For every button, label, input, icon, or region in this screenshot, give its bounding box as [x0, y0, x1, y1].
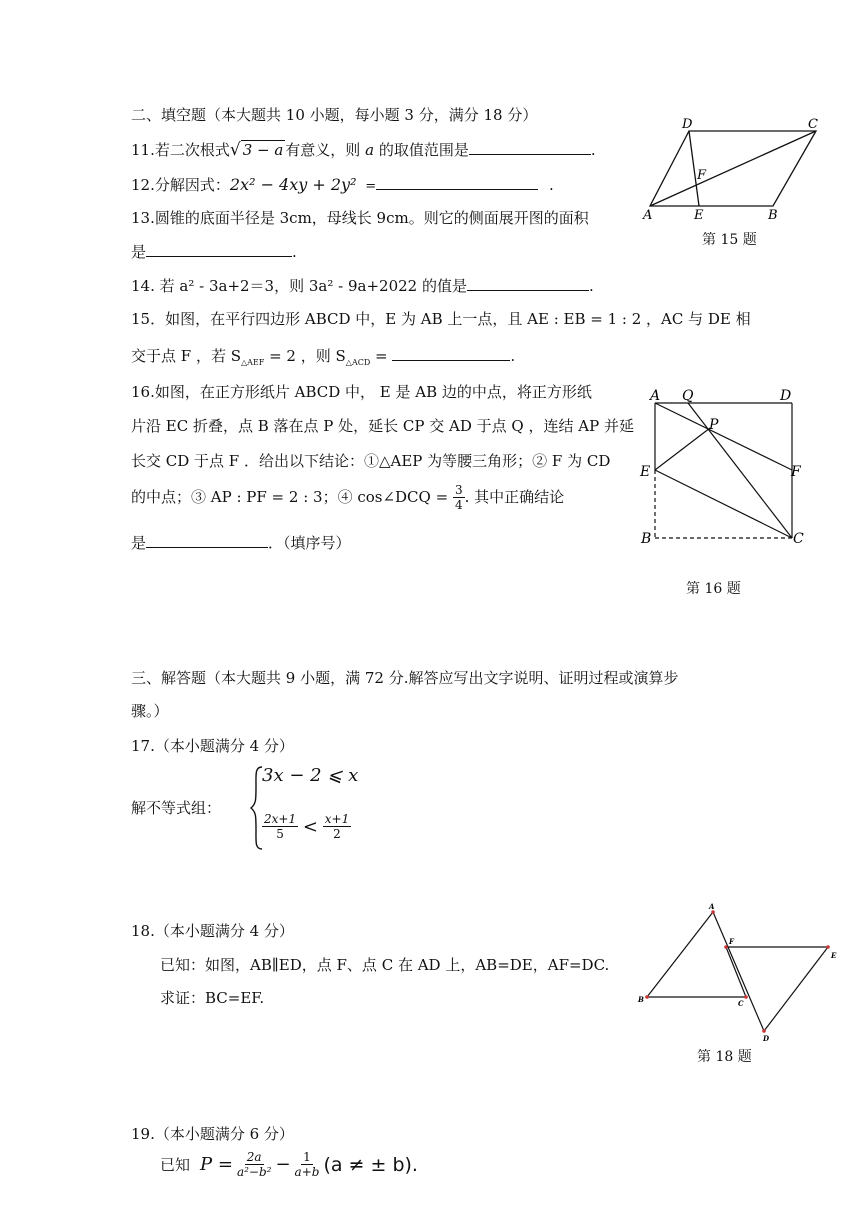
fig15-label-a: A — [643, 208, 653, 221]
q19-minus: − — [275, 1154, 291, 1176]
section-3-heading-line2: 骤。） — [131, 702, 169, 720]
fig18-label-c: C — [738, 999, 744, 1008]
q12-equals: = — [365, 179, 377, 194]
fig15-label-d: D — [682, 117, 693, 132]
question-19-title: 19.（本小题满分 6 分） — [131, 1125, 294, 1143]
question-15-line1: 15．如图，在平行四边形 ABCD 中，E 为 AB 上一点，且 AE : EB = 1 : 2 ，AC 与 DE 相 — [131, 310, 751, 328]
q15-subscript-acd: △ACD — [345, 358, 371, 367]
q15-middle: = 2 ，则 S — [264, 347, 346, 365]
q11-end: . — [590, 141, 596, 159]
question-18-title: 18.（本小题满分 4 分） — [131, 922, 294, 940]
q13-prefix: 是 — [131, 243, 147, 261]
fig16-label-e: E — [640, 464, 651, 480]
fig15-label-b: B — [768, 208, 778, 221]
q19-fraction-1 — [237, 1150, 272, 1180]
q15-prefix: 交于点 F ，若 S — [131, 347, 241, 365]
inequality-1: 3x − 2 ⩽ x — [262, 765, 359, 786]
inequality-2-left-fraction — [262, 812, 298, 842]
q13-end: . — [292, 243, 297, 261]
figure-16-caption: 第 16 题 — [686, 581, 741, 597]
q19-fraction-2 — [295, 1150, 320, 1180]
q16-suffix: ．（填序号） — [268, 534, 351, 552]
q16-line4-prefix: 的中点；③ AP : PF = 2 : 3；④ cos∠DCQ = — [131, 487, 449, 506]
left-denominator: 5 — [276, 827, 284, 842]
q11-radicand: 3 − a — [242, 141, 284, 159]
question-19-expression — [160, 1150, 418, 1180]
right-denominator: 2 — [333, 827, 341, 842]
q12-prefix: 12.分解因式： — [131, 176, 230, 194]
question-16-line2: 片沿 EC 折叠，点 B 落在点 P 处，延长 CP 交 AD 于点 Q ，连结 AP 并延 — [131, 417, 634, 435]
figure-18-triangles — [632, 900, 842, 1045]
question-14 — [131, 274, 594, 296]
q16-prefix: 是 — [131, 534, 147, 552]
fig16-label-c: C — [793, 531, 804, 547]
figure-15-parallelogram — [640, 116, 830, 221]
answer-blank-13[interactable] — [146, 240, 292, 257]
fig16-label-a: A — [650, 388, 661, 404]
question-16-line5 — [131, 531, 351, 553]
question-16-line4 — [131, 483, 564, 513]
q11-prefix: 11.若二次根式 — [131, 141, 230, 159]
inequality-2 — [262, 812, 351, 842]
q14-end: . — [588, 277, 594, 295]
question-18-given: 已知：如图，AB∥ED，点 F、点 C 在 AD 上，AB=DE，AF=DC. — [160, 956, 610, 974]
answer-blank-16[interactable] — [146, 531, 268, 548]
question-15-line2 — [131, 344, 515, 367]
q15-end: . — [510, 347, 516, 365]
q19-condition: (a ≠ ± b). — [323, 1153, 418, 1176]
q12-end: . — [548, 176, 554, 194]
fig18-label-e: E — [831, 951, 837, 960]
q11-suffix: 的取值范围是 — [378, 141, 469, 159]
answer-blank-12[interactable] — [376, 173, 538, 190]
q19-f1-denominator: a²−b² — [236, 1165, 272, 1180]
fig18-label-b: B — [638, 995, 644, 1004]
q15-subscript-aef: △AEF — [241, 358, 265, 367]
q16-line4-suffix: . 其中正确结论 — [464, 487, 565, 506]
question-17-title: 17.（本小题满分 4 分） — [131, 737, 294, 755]
fig16-label-d: D — [780, 388, 792, 404]
question-16-line3: 长交 CD 于点 F ．给出以下结论：①△AEP 为等腰三角形；② F 为 CD — [131, 452, 611, 470]
fig18-label-a: A — [709, 902, 715, 911]
left-numerator: 2x+1 — [264, 812, 297, 826]
question-11 — [131, 138, 596, 160]
q11-middle: 有意义，则 — [285, 141, 361, 159]
fig15-label-f: F — [697, 168, 707, 183]
q19-prefix: 已知 — [160, 1156, 191, 1175]
q12-expression: 2x² − 4xy + 2y² — [229, 175, 357, 194]
figure-18-caption: 第 18 题 — [697, 1049, 752, 1065]
sqrt-sign: √ — [229, 140, 241, 160]
fig15-label-e: E — [694, 208, 704, 221]
fig18-label-d: D — [763, 1034, 770, 1043]
question-12 — [131, 173, 554, 195]
inequality-2-operator: < — [302, 816, 318, 838]
q14-text: 14. 若 a² - 3a+2＝3，则 3a² - 9a+2022 的值是 — [131, 277, 467, 295]
inequality-2-right-fraction — [323, 812, 351, 842]
q11-variable: a — [365, 141, 375, 159]
question-13-line2 — [131, 240, 297, 262]
fig16-label-q: Q — [682, 388, 694, 404]
figure-15-caption: 第 15 题 — [702, 232, 757, 248]
q19-f1-numerator: 2a — [246, 1150, 262, 1164]
question-16-line1: 16.如图，在正方形纸片 ABCD 中， E 是 AB 边的中点，将正方形纸 — [131, 383, 592, 401]
fig16-label-f: F — [791, 464, 801, 480]
answer-blank-11[interactable] — [469, 138, 591, 155]
section-2-heading: 二、填空题（本大题共 10 小题，每小题 3 分，满分 18 分） — [131, 106, 538, 124]
q19-f2-denominator: a+b — [294, 1165, 320, 1180]
fig15-label-c: C — [808, 117, 818, 132]
fraction-denominator: 4 — [454, 498, 463, 513]
fig16-label-p: P — [709, 417, 719, 433]
question-17-prompt: 解不等式组： — [131, 799, 222, 817]
fig18-label-f: F — [729, 937, 734, 946]
answer-blank-15[interactable] — [392, 344, 510, 361]
question-13-line1: 13.圆锥的底面半径是 3cm，母线长 9cm。则它的侧面展开图的面积 — [131, 209, 589, 227]
section-3-heading-line1: 三、解答题（本大题共 9 小题，满 72 分.解答应写出文字说明、证明过程或演算步 — [131, 669, 679, 687]
figure-16-square — [636, 386, 816, 552]
q19-p-equals: P = — [200, 1154, 233, 1176]
answer-blank-14[interactable] — [467, 274, 589, 291]
fraction-three-fourths — [453, 483, 465, 513]
fraction-numerator: 3 — [454, 483, 463, 497]
question-18-prove: 求证：BC=EF. — [160, 989, 265, 1007]
fig16-label-b: B — [641, 531, 652, 547]
right-numerator: x+1 — [324, 812, 350, 826]
q15-equals: = — [370, 347, 388, 365]
q19-f2-numerator: 1 — [303, 1150, 311, 1164]
